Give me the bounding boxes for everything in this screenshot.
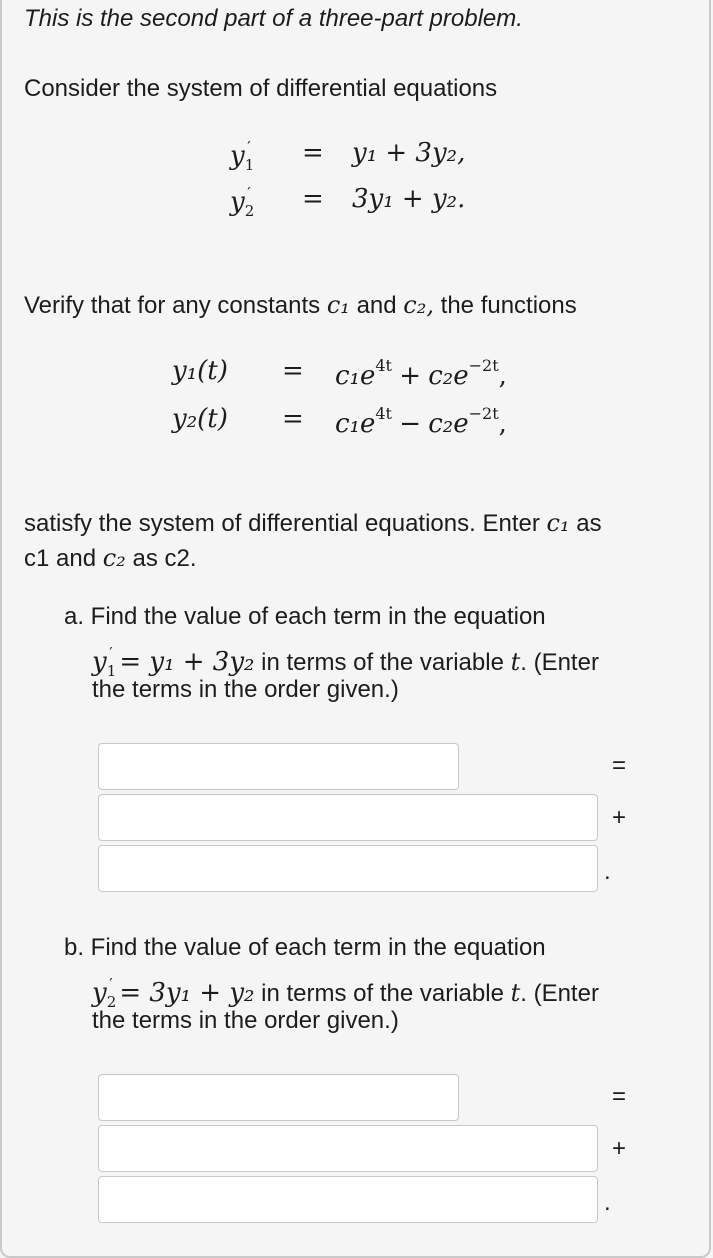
part-a-lhs-prime: ′ [109,644,113,662]
f1-op: + [399,361,422,391]
verify-prefix: Verify that for any constants [24,292,321,319]
part-a-rhs: = y₁ + 3y₂ [119,647,255,677]
f2-end: , [498,409,507,439]
f2-rhs [335,404,507,439]
eq1-lhs-sub: 1 [244,156,255,174]
f2-lhs: y₂(t) [172,404,228,434]
problem-intro: This is the second part of a three-part problem. [24,5,523,32]
verify-c2: c₂, [403,291,434,319]
satisfy-as-c2: as c2. [132,545,197,572]
part-b-period: . [604,1189,611,1216]
part-a-plus-sign: + [612,804,627,831]
system-eq2 [230,184,255,220]
part-b-label: b. Find the value of each term in the equation [64,934,546,961]
f2-t2-coef: c₂e [428,409,469,439]
eq1-lhs-var: y [230,141,245,171]
part-b-line2-end: . (Enter [520,980,599,1007]
satisfy-as: as [576,510,602,537]
eq2-lhs-var: y [230,187,245,217]
f1-equals: = [282,356,304,386]
part-a-lhs-var: y [92,647,107,677]
part-a-lhs-sub: 1 [106,662,117,680]
part-a-label: a. Find the value of each term in the equation [64,603,546,630]
f1-t2-exp: −2t [468,356,499,375]
part-b-line3: the terms in the order given.) [92,1007,399,1034]
part-b-lhs-sub: 2 [106,993,117,1011]
part-b-plus-sign: + [612,1135,627,1162]
f1-rhs [335,356,507,391]
verify-c1: c₁ [326,291,350,319]
part-a-var-t: t [510,648,521,676]
part-a-period: . [604,858,611,885]
part-b-var-t: t [510,979,521,1007]
part-b-input-3[interactable] [98,1176,598,1223]
part-b-input-2[interactable] [98,1125,598,1172]
f1-t1-exp: 4t [375,356,392,375]
satisfy-c2: c₂ [102,544,126,572]
satisfy-c1-and: c1 and [24,545,97,572]
verify-and: and [356,292,397,319]
satisfy-prefix: satisfy the system of differential equations. Enter [24,510,540,537]
satisfy-line2 [24,541,197,576]
eq2-lhs-prime: ′ [247,184,251,202]
satisfy-line1 [24,506,602,541]
part-a-input-2[interactable] [98,794,598,841]
f1-end: , [498,361,507,391]
verify-suffix: the functions [440,292,577,319]
f2-t1-coef: c₁e [335,409,376,439]
part-b-input-1[interactable] [98,1074,459,1121]
part-a-equals-sign: = [612,752,627,779]
f2-equals: = [282,404,304,434]
eq1-rhs: y₁ + 3y₂, [352,138,466,168]
part-b-lhs-var: y [92,978,107,1008]
part-b-line2-text: in terms of the variable [261,980,504,1007]
verify-text [24,288,577,323]
part-a-input-1[interactable] [98,743,459,790]
system-eq1 [230,138,255,174]
part-b-rhs: = 3y₁ + y₂ [119,978,255,1008]
eq2-equals: = [302,184,324,214]
eq1-lhs-prime: ′ [247,138,251,156]
part-b-equals-sign: = [612,1083,627,1110]
eq2-rhs: 3y₁ + y₂. [352,184,466,214]
f1-t1-coef: c₁e [335,361,376,391]
f2-t1-exp: 4t [375,404,392,423]
f2-t2-exp: −2t [468,404,499,423]
consider-text: Consider the system of differential equations [24,75,498,102]
eq1-equals: = [302,138,324,168]
f1-lhs: y₁(t) [172,356,228,386]
part-a-line2-end: . (Enter [520,649,599,676]
part-a-line3: the terms in the order given.) [92,676,399,703]
satisfy-c1: c₁ [546,509,570,537]
part-a-line2-text: in terms of the variable [261,649,504,676]
f1-t2-coef: c₂e [428,361,469,391]
eq2-lhs-sub: 2 [244,202,255,220]
f2-op: − [399,409,422,439]
part-a-input-3[interactable] [98,845,598,892]
part-b-lhs-prime: ′ [109,975,113,993]
